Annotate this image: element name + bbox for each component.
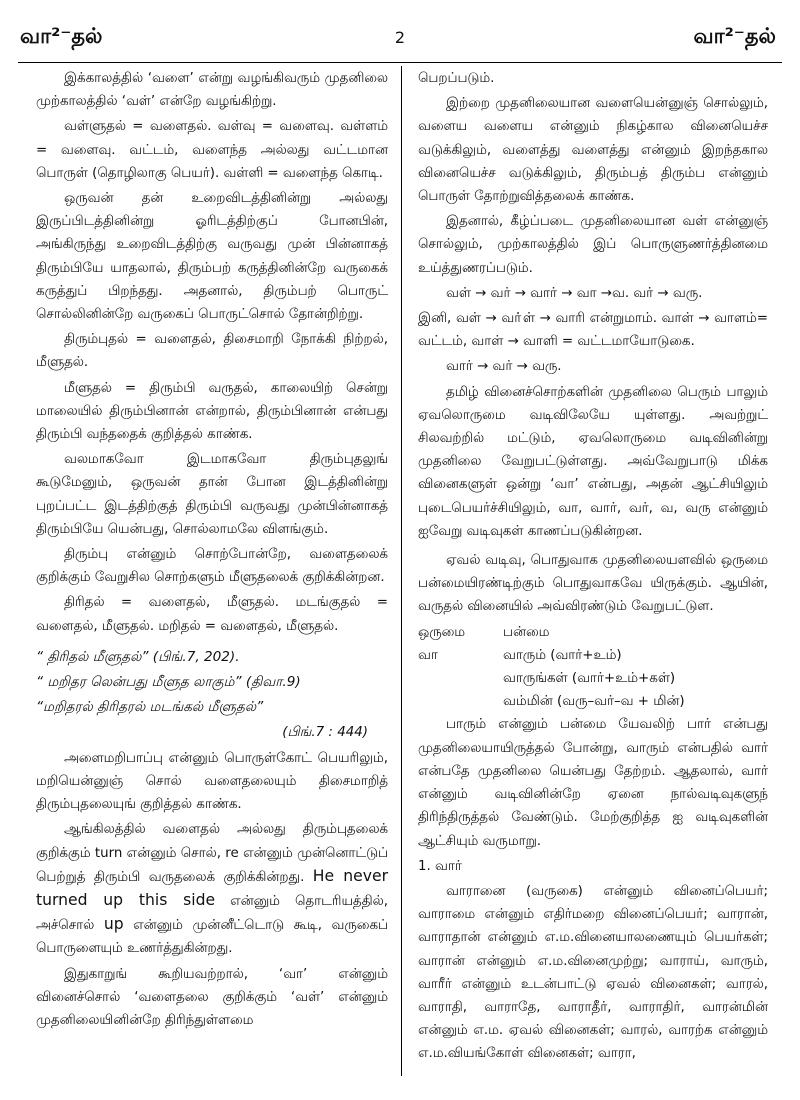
table-row: [418, 621, 768, 644]
derivation-line: வள் → வர் → வார் → வா →வ. வர் → வரு.: [446, 285, 703, 301]
paragraph: இக்காலத்தில் ‘வளை’ என்று வழங்கிவரும் முதனிலை முற்காலத்தில் ‘வள்’ என்றே வழங்கிற்று.: [36, 71, 388, 110]
right-column: [418, 67, 768, 1068]
paragraph: பாரும் என்னும் பன்மை யேவலிற் பார் என்பது முதனிலையாயிருத்தல் போன்று, வாரும் என்பதில் வார் என்பதே முதனிலை யென்பது தேற்றம். ஆதலால், வார் என்னும் வடிவினின்றே ஏனை நால்வடிவுகளுந் திரிந்திருத்தல் வேண்டும். மேற்குறித்த ஐ வடிவுகளின் ஆட்சியும் வருமாறு.: [418, 717, 768, 849]
table-cell-empty: [418, 667, 503, 690]
paragraph: ஏவல் வடிவு, பொதுவாக முதனிலையளவில் ஒருமை பன்மையிரண்டிற்கும் பொதுவாகவே யிருக்கும். ஆயின், வருதல் வினையில் அவ்விரண்டும் வேறுபட்டுள.: [418, 553, 768, 615]
paragraph: வாரானை (வருகை) என்னும் வினைப்பெயர்; வாராமை என்னும் எதிர்மறை வினைப்பெயர்; வாரான், வாராதான் என்னும் எ.ம.வினையாலணையும் பெயர்கள்; வாரான் என்னும் எ.ம.வினைமுற்று; வாராய், வாரும், வாரீர் என்னும் உடன்பாட்டு ஏவல் வினைகள்; வாரல், வாராதி, வாராதே, வாராதீர், வாராதிர், வாரன்மின் என்னும் எ.ம. ஏவல் வினைகள்; வாரல், வாரற்க என்னும் எ.ம.வியங்கோள் வினைகள்; வாரா,: [418, 883, 768, 1062]
table-row: [418, 690, 768, 713]
english-word: re: [225, 845, 239, 861]
paragraph: திரும்புதல் = வளைதல், திசைமாறி நோக்கி நிற்றல், மீளுதல்.: [36, 332, 388, 371]
paragraph: வள்ளுதல் = வளைதல். வள்வு = வளைவு. வள்ளம் = வளைவு. வட்டம், வளைந்த அல்லது வட்டமான பொருள் (தொழிலாகு பெயர்). வள்ளி = வளைந்த கொடி.: [36, 119, 388, 181]
page-number: 2: [394, 28, 406, 47]
paragraph: வலமாகவோ இடமாகவோ திரும்புதலுங் கூடுமேனும், ஒருவன் தான் போன இடத்தினின்று புறப்பட்ட இடத்திற்குத் திரும்பி வருவது முன்பின்னாகத் திரும்பியே யென்பது, சொல்லாமலே விளங்கும்.: [36, 452, 388, 537]
paragraph: தமிழ் வினைச்சொற்களின் முதனிலை பெரும் பாலும் ஏவலொருமை வடிவிலேயே யுள்ளது. அவற்றுட் சிலவற்றில் மட்டும், ஏவலொருமை வடிவினின்று முதனிலை வேறுபட்டுள்ளது. அவ்வேறுபாடு மிக்க வினைகளுள் ஒன்று ‘வா’ என்பது, அதன் ஆட்சியிலும் புடைபெயர்ச்சியிலும், வா, வார், வர், வ, வரு என்னும் ஐவேறு வடிவுகள் காணப்படுகின்றன.: [418, 384, 768, 539]
paragraph: இதுகாறுங் கூறியவற்றால், ‘வா’ என்னும் வினைச்சொல் ‘வளைதலை குறிக்கும் ‘வள்’ என்னும் முதனிலையினின்றே திரிந்துள்ளமை: [36, 966, 388, 1028]
paragraph: இதனால், கீழ்ப்படை முதனிலையான வள் என்னுஞ் சொல்லும், முற்காலத்தில் இப் பொருளுணர்த்தினமை உய்த்துணரப்படும்.: [418, 214, 768, 276]
running-title-right: வா²⁻தல்: [693, 24, 776, 48]
quotation: “ திரிதல் மீளுதல்” (பிங்.7, 202).: [36, 648, 240, 665]
page-header: [0, 18, 800, 58]
number-table: [418, 621, 768, 714]
text-run: என்னும் முன்னொட்டுப் பெற்றுத் திரும்பி வருதலைக் குறிக்கின்றது.: [36, 845, 388, 885]
left-column: [36, 67, 388, 1034]
derivation-line: வார் → வர் → வரு.: [446, 359, 562, 375]
text-run: என்னும் சொல்,: [122, 845, 226, 861]
column-divider: [401, 66, 402, 1076]
derivation-line: இனி, வள் → வா்ள் → வாரி என்றுமாம். வாள் → வாளம்= வட்டம், வாள் → வாளி = வட்டமாயோடுகை.: [418, 311, 768, 350]
paragraph: [36, 818, 388, 960]
paragraph: மீளுதல் = திரும்பி வருதல், காலையிற் சென்று மாலையில் திரும்பினான் என்றால், திரும்பினான் என்பது திரும்பி வந்ததைக் குறித்தல் காண்க.: [36, 380, 388, 443]
text-run: ஆங்கிலத்தில் வளைதல் அல்லது திரும்புதலைக் குறிக்கும்: [36, 822, 388, 861]
quotation: “ மறிதர லென்பது மீளுத லாகும்” (திவா.9): [36, 674, 301, 691]
table-cell: வா: [418, 647, 438, 663]
paragraph: திரும்பு என்னும் சொற்போன்றே, வளைதலைக் குறிக்கும் வேறுசில சொற்களும் மீளுதலைக் குறிக்கின்றன.: [36, 547, 388, 586]
table-row: [418, 644, 768, 667]
paragraph: ஒருவன் தன் உறைவிடத்தினின்று அல்லது இருப்பிடத்தினின்று ஓரிடத்திற்குப் போனபின், அங்கிருந்து உறைவிடத்திற்கு வருவது முன் பின்னாகத் திரும்பியே யாதலால், திரும்பற் கருத்தினின்றே வருகைக் கருத்துப் பிறந்தது. அதனால், திரும்பற் பொருட் சொல்லினின்றே வருகைப் பொருட்சொல் தோன்றிற்று.: [36, 191, 388, 323]
table-row: [418, 667, 768, 690]
text-run: என்னும் முன்னீட்டொடு கூடி, வருகைப் பொருளையும் உணர்த்துகின்றது.: [36, 918, 388, 957]
paragraph: அளைமறிபாப்பு என்னும் பொருள்கோட் பெயரிலும், மறியென்னுஞ் சொல் வளைதலையும் திசைமாறித் திரும்புதலையுங் குறித்தல் காண்க.: [36, 750, 388, 813]
table-header-singular: ஒருமை: [418, 624, 466, 640]
paragraph: திரிதல் = வளைதல், மீளுதல். மடங்குதல் = வளைதல், மீளுதல். மறிதல் = வளைதல், மீளுதல்.: [36, 595, 388, 634]
header-rule: [18, 62, 782, 63]
paragraph: பெறப்படும்.: [418, 71, 495, 86]
table-header-plural: பன்மை: [503, 624, 550, 640]
table-cell-empty: [418, 690, 503, 713]
text-run: என்னும் தொடரியத்தில், அச்சொல்: [36, 893, 388, 934]
quotation: “மறிதரல் திரிதரல் மடங்கல் மீளுதல்”: [36, 699, 264, 716]
english-word: up: [103, 915, 124, 934]
section-heading: 1. வார்: [418, 858, 462, 874]
running-title-left: வா²⁻தல்: [20, 24, 103, 48]
table-cell: வாருங்கள் (வார்+உம்+கள்): [503, 671, 676, 687]
table-cell: வாரும் (வார்+உம்): [503, 647, 622, 663]
paragraph: இற்றை முதனிலையான வளையென்னுஞ் சொல்லும், வளைய வளைய என்னும் நிகழ்கால வினையெச்ச வடுக்கிலும், வளைத்து வளைத்து என்னும் இறந்தகால வினையெச்ச வடுக்கிலும், திரும்பத் திரும்ப என்னும் பொருள் தோற்றுவித்தலைக் காண்க.: [418, 96, 768, 205]
quotation-reference: (பிங்.7 : 444): [282, 725, 368, 741]
table-cell: வம்மின் (வரு–வர்–வ + மின்): [503, 694, 685, 710]
english-word: turn: [94, 845, 123, 861]
english-phrase: He never turned up this side: [36, 866, 388, 909]
